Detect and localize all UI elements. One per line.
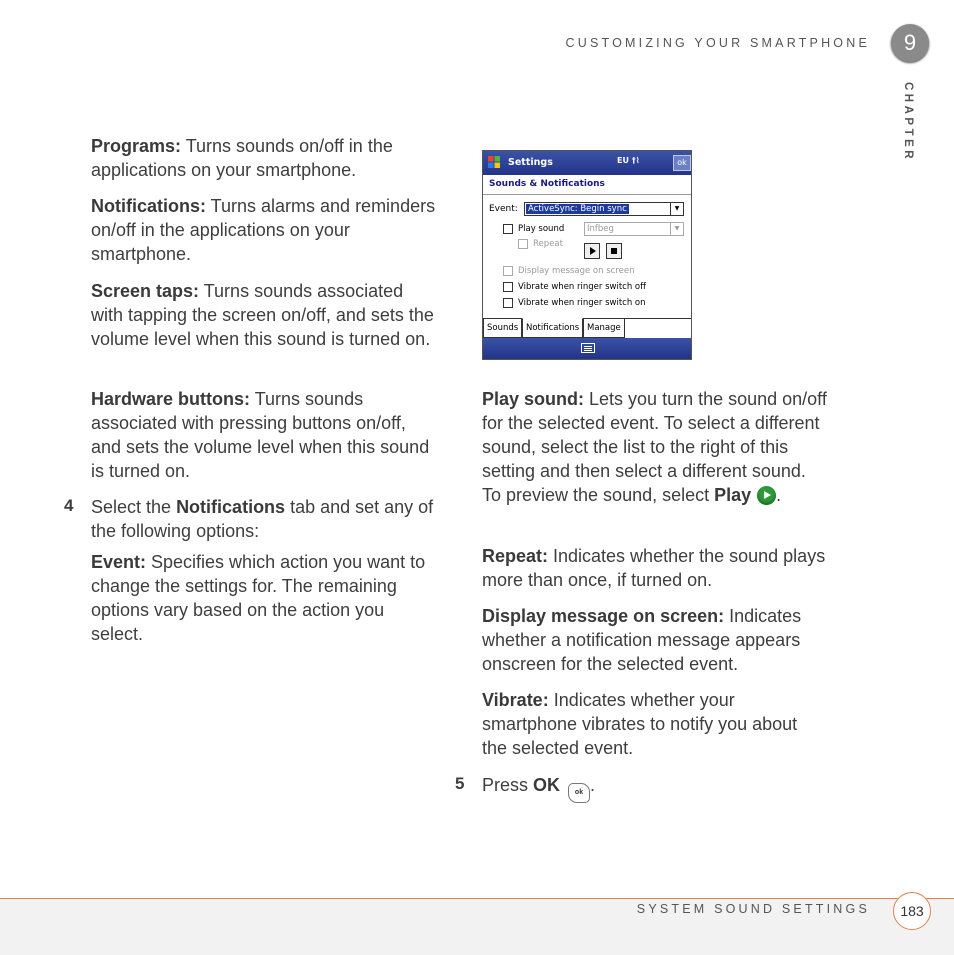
step-5-paragraph <box>482 773 827 803</box>
stop-button[interactable] <box>606 243 622 259</box>
screenshot-title-bar <box>483 151 691 175</box>
play-sound-after: . <box>776 485 782 505</box>
display-message-label: Display message on screen <box>518 266 635 276</box>
screenshot-bottom-bar <box>483 338 691 359</box>
play-sound-paragraph <box>482 387 827 507</box>
ok-key-icon: ok <box>568 783 590 803</box>
footer-section-title: SYSTEM SOUND SETTINGS <box>636 902 870 916</box>
chapter-number-badge: 9 <box>891 24 929 62</box>
event-term: Event: <box>91 552 147 572</box>
vibrate-on-checkbox[interactable] <box>503 298 513 308</box>
notifications-term: Notifications: <box>91 196 206 216</box>
tab-manage[interactable]: Manage <box>583 319 625 338</box>
step-4-post: tab and set any of the following options: <box>91 497 434 541</box>
vibrate-text: Indicates whether your smartphone vibrates to notify you about the selected event. <box>482 690 798 758</box>
play-sound-text: Lets you turn the sound on/off for the selected event. To select a different sound, select the list to the right of this setting and then select a different sound. To preview the sound, select <box>482 389 827 505</box>
play-bold: Play <box>714 485 752 505</box>
notifications-paragraph <box>91 194 436 266</box>
event-label: Event: <box>489 204 518 214</box>
step-5-pre: Press <box>482 775 534 795</box>
step-5-bold: OK <box>533 775 561 795</box>
vibrate-paragraph <box>482 688 827 760</box>
screenshot-title: Settings <box>508 157 553 168</box>
step-5-number: 5 <box>455 774 465 793</box>
event-dropdown[interactable] <box>524 202 684 216</box>
event-paragraph <box>91 550 436 646</box>
event-dropdown-value: ActiveSync: Begin sync <box>528 204 627 214</box>
programs-text: Turns sounds on/off in the applications on your smartphone. <box>91 136 393 180</box>
vibrate-off-label: Vibrate when ringer switch off <box>518 282 646 292</box>
display-message-checkbox[interactable] <box>503 266 513 276</box>
hardware-buttons-term: Hardware buttons: <box>91 389 251 409</box>
repeat-checkbox[interactable] <box>518 239 528 249</box>
vibrate-off-checkbox[interactable] <box>503 282 513 292</box>
step-4-number: 4 <box>64 496 74 515</box>
vibrate-term: Vibrate: <box>482 690 549 710</box>
sound-dropdown[interactable] <box>584 222 684 236</box>
step-5-after: . <box>590 775 596 795</box>
settings-screenshot <box>482 150 692 360</box>
display-message-text: Indicates whether a notification message appears onscreen for the selected event. <box>482 606 802 674</box>
repeat-paragraph <box>482 544 827 592</box>
hardware-buttons-paragraph <box>91 387 436 483</box>
notifications-text: Turns alarms and reminders on/off in the applications on your smartphone. <box>91 196 436 264</box>
screen-taps-term: Screen taps: <box>91 281 200 301</box>
keyboard-icon[interactable] <box>581 343 595 353</box>
step-4-pre: Select the <box>91 497 177 517</box>
chevron-down-icon: ▼ <box>670 223 683 235</box>
screen-taps-text: Turns sounds associated with tapping the screen on/off, and sets the volume level when this sound is turned on. <box>91 281 434 349</box>
repeat-text: Indicates whether the sound plays more than once, if turned on. <box>482 546 826 590</box>
subheading-divider <box>483 194 691 195</box>
tab-sounds[interactable]: Sounds <box>483 319 522 338</box>
hardware-buttons-text: Turns sounds associated with pressing buttons on/off, and sets the volume level when this sound is turned on. <box>91 389 430 481</box>
event-text: Specifies which action you want to change the settings for. The remaining options vary based on the action you select. <box>91 552 426 644</box>
page-number: 183 <box>893 892 931 930</box>
screenshot-ok-button[interactable]: ok <box>673 155 691 171</box>
display-message-paragraph <box>482 604 827 676</box>
play-button[interactable] <box>584 243 600 259</box>
play-sound-term: Play sound: <box>482 389 585 409</box>
status-icons: EU †⌇ <box>617 156 640 165</box>
chevron-down-icon: ▼ <box>670 203 683 215</box>
repeat-term: Repeat: <box>482 546 549 566</box>
screenshot-tab-bar <box>483 318 691 339</box>
screen-taps-paragraph <box>91 279 436 351</box>
step-4-paragraph <box>91 495 436 543</box>
screenshot-subheading: Sounds & Notifications <box>489 179 605 189</box>
play-icon <box>757 486 776 505</box>
windows-logo-icon <box>487 155 501 169</box>
display-message-term: Display message on screen: <box>482 606 725 626</box>
play-sound-checkbox[interactable] <box>503 224 513 234</box>
tab-notifications[interactable]: Notifications <box>522 318 583 338</box>
running-header: CUSTOMIZING YOUR SMARTPHONE <box>565 36 870 50</box>
repeat-label: Repeat <box>533 239 563 249</box>
programs-paragraph <box>91 134 436 182</box>
play-sound-label: Play sound <box>518 224 565 234</box>
chapter-label: CHAPTER <box>902 82 914 163</box>
step-4-bold: Notifications <box>176 497 286 517</box>
vibrate-on-label: Vibrate when ringer switch on <box>518 298 646 308</box>
programs-term: Programs: <box>91 136 182 156</box>
sound-dropdown-value: Infbeg <box>587 224 614 234</box>
